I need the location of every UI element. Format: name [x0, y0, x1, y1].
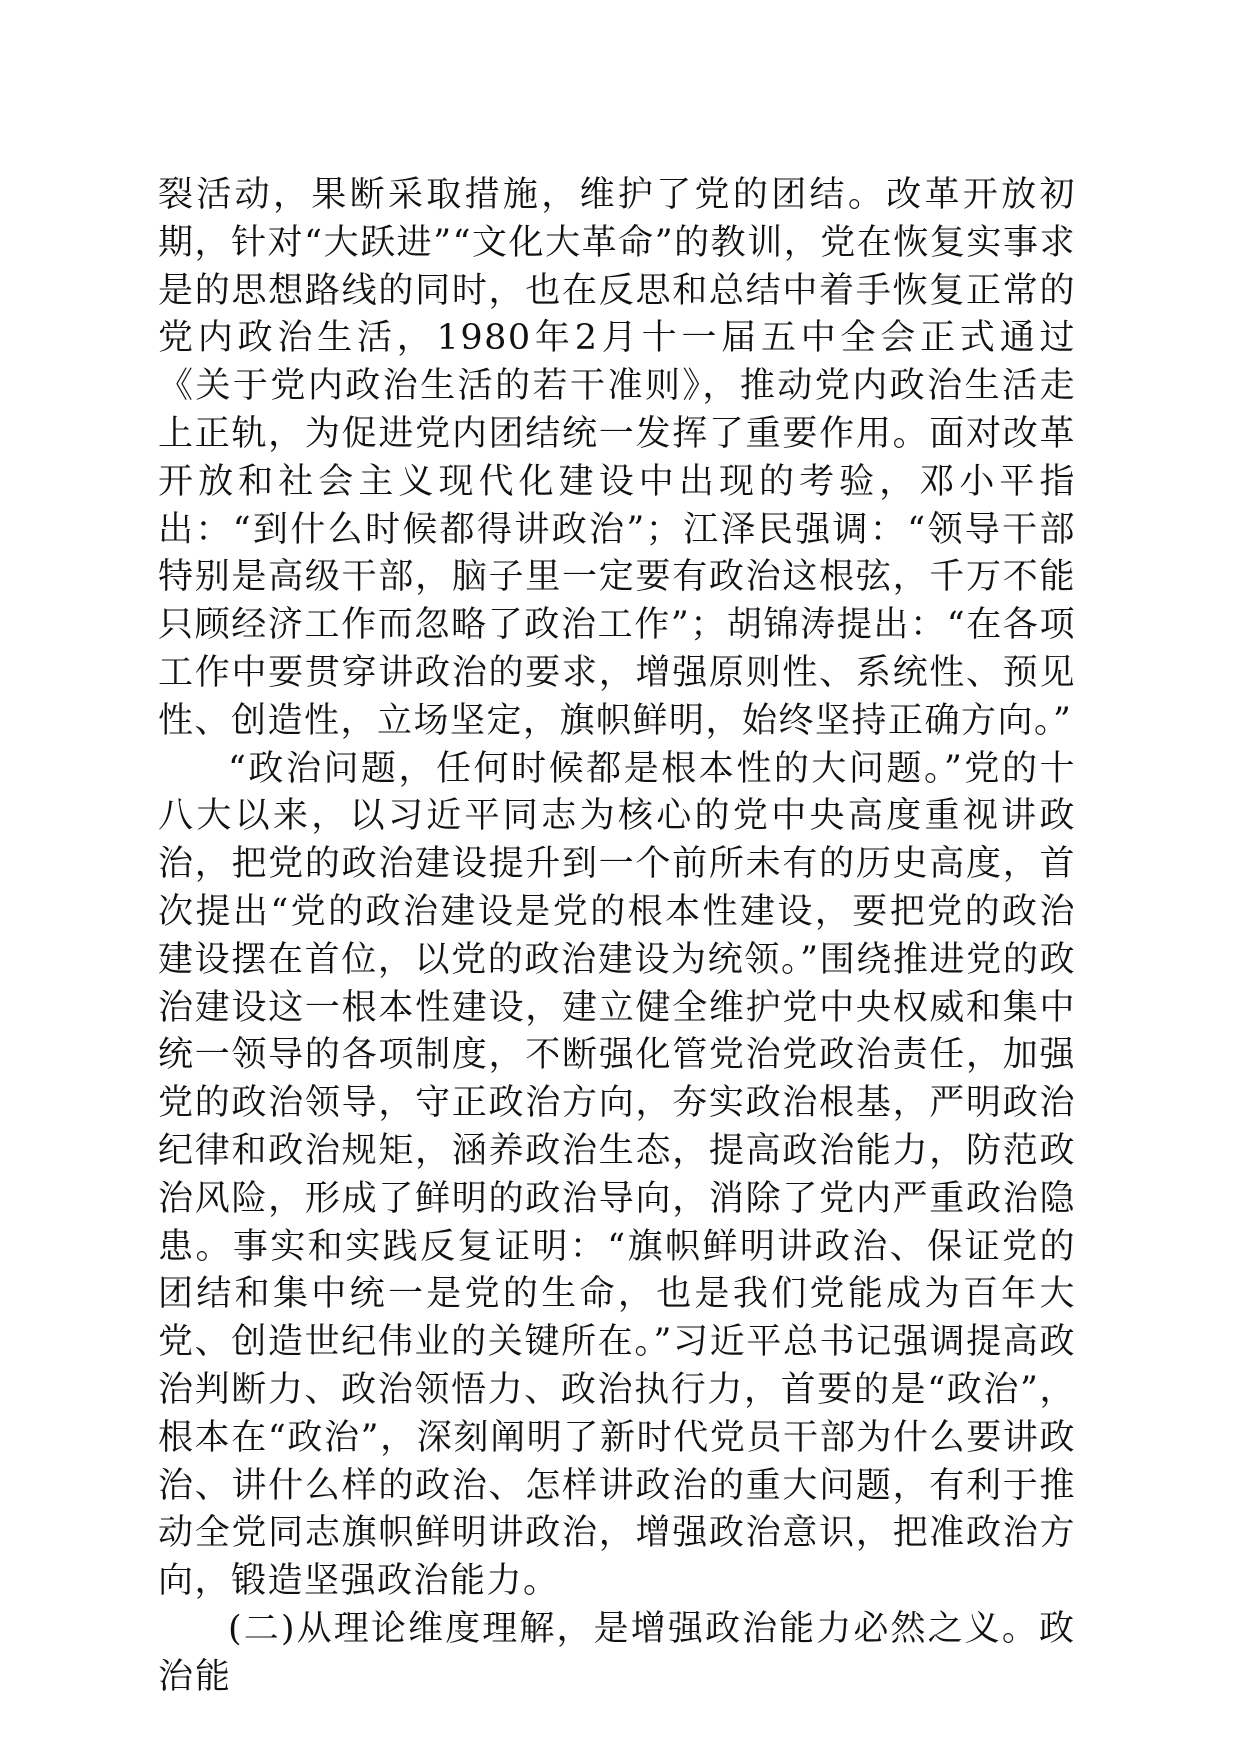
paragraph-political-question: “政治问题，任何时候都是根本性的大问题。”党的十八大以来，以习近平同志为核心的党中央高度重视讲政治，把党的政治建设提升到一个前所未有的历史高度，首次提出“党的政治建设是党的根本性建设，要把党的政治建设摆在首位，以党的政治建设为统领。”围绕推进党的政治建设这一根本性建设，建立健全维护党中央权威和集中统一领导的各项制度，不断强化管党治党政治责任，加强党的政治领导，守正政治方向，夯实政治根基，严明政治纪律和政治规矩，涵养政治生态，提高政治能力，防范政治风险，形成了鲜明的政治导向，消除了党内严重政治隐患。事实和实践反复证明：“旗帜鲜明讲政治、保证党的团结和集中统一是党的生命，也是我们党能成为百年大党、创造世纪伟业的关键所在。”习近平总书记强调提高政治判断力、政治领悟力、政治执行力，首要的是“政治”，根本在“政治”，深刻阐明了新时代党员干部为什么要讲政治、讲什么样的政治、怎样讲政治的重大问题，有利于推动全党同志旗帜鲜明讲政治，增强政治意识，把准政治方向，锻造坚强政治能力。: [158, 748, 1076, 1602]
paragraph-continuation: 裂活动，果断采取措施，维护了党的团结。改革开放初期，针对“大跃进”“文化大革命”的教训，党在恢复实事求是的思想路线的同时，也在反思和总结中着手恢复正常的党内政治生活，1980年2月十一届五中全会正式通过《关于党内政治生活的若干准则》，推动党内政治生活走上正轨，为促进党内团结统一发挥了重要作用。面对改革开放和社会主义现代化建设中出现的考验，邓小平指出：“到什么时候都得讲政治”；江泽民强调：“领导干部特别是高级干部，脑子里一定要有政治这根弦，千万不能只顾经济工作而忽略了政治工作”；胡锦涛提出：“在各项工作中要贯穿讲政治的要求，增强原则性、系统性、预见性、创造性，立场坚定，旗帜鲜明，始终坚持正确方向。”: [158, 175, 1076, 741]
section-heading-theory: (二)从理论维度理解，是增强政治能力必然之义。政治能: [158, 1608, 1076, 1697]
document-body: [158, 172, 1076, 1702]
